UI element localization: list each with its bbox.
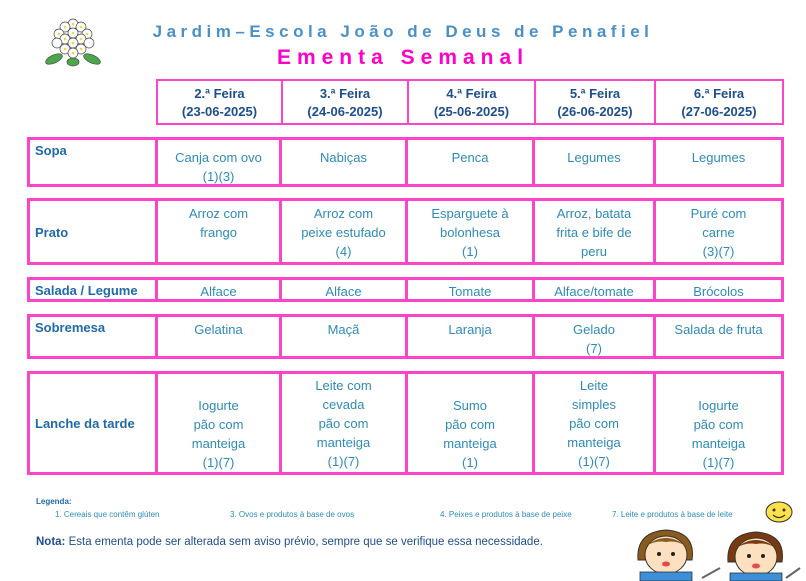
menu-cell: Iogurte pão com manteiga (1)(7) <box>158 374 282 472</box>
menu-cell: Gelatina <box>158 317 282 356</box>
day-date: (24-06-2025) <box>307 104 383 119</box>
note-text: Esta ementa pode ser alterada sem aviso prévio, sempre que se verifique essa necessidade. <box>65 536 543 548</box>
smiley-icon <box>764 500 794 524</box>
row-label: Sobremesa <box>30 317 158 356</box>
menu-row-prato <box>27 198 784 265</box>
row-label: Lanche da tarde <box>30 374 158 472</box>
day-date: (25-06-2025) <box>433 104 510 119</box>
menu-cell: Puré com carne (3)(7) <box>690 206 747 259</box>
legend-item: 3. Ovos e produtos à base de ovos <box>230 510 355 519</box>
day-name: 3.ª Feira <box>319 86 371 101</box>
day-date: (26-06-2025) <box>557 104 633 119</box>
menu-cell: Arroz, batata frita e bife de peru <box>535 201 656 262</box>
menu-cell: Alface <box>282 280 408 299</box>
menu-row-lanche <box>27 371 784 475</box>
menu-cell: Laranja <box>408 317 535 356</box>
menu-cell: Nabiças <box>282 140 408 184</box>
menu-cell: Arroz com peixe estufado (4) <box>282 201 408 262</box>
menu-row-salada <box>27 277 784 302</box>
legend-title: Legenda: <box>36 497 72 506</box>
legend-item: 1. Cereais que contêm glúten <box>55 510 160 519</box>
day-header-3 <box>409 81 536 123</box>
menu-row-sobremesa <box>27 314 784 359</box>
menu-cell: Arroz com frango <box>158 201 282 262</box>
row-label: Salada / Legume <box>30 280 158 299</box>
menu-cell: Gelado (7) <box>535 317 656 356</box>
menu-row-sopa <box>27 137 784 187</box>
row-label: Prato <box>30 201 158 262</box>
footer-note <box>36 536 543 548</box>
day-date: (23-06-2025) <box>181 104 258 119</box>
menu-cell: Brócolos <box>693 284 744 299</box>
menu-cell: Alface/tomate <box>535 280 656 299</box>
menu-cell: Iogurte pão com manteiga (1)(7) <box>691 398 746 470</box>
day-name: 5.ª Feira <box>569 86 621 101</box>
menu-cell: Canja com ovo (1)(3) <box>158 140 282 184</box>
menu-cell: Legumes <box>691 150 746 165</box>
legend-item: 4. Peixes e produtos à base de peixe <box>440 510 572 519</box>
menu-cell: Salada de fruta <box>674 322 763 337</box>
legend-item: 7. Leite e produtos à base de leite <box>612 510 733 519</box>
day-name: 2.ª Feira <box>194 86 245 101</box>
menu-cell: Maçã <box>282 317 408 356</box>
day-date: (27-06-2025) <box>681 104 757 119</box>
menu-cell: Alface <box>158 280 282 299</box>
day-header-4 <box>536 81 656 123</box>
menu-cell: Penca <box>408 140 535 184</box>
menu-cell: Leite com cevada pão com manteiga (1)(7) <box>282 374 408 472</box>
day-header-2 <box>283 81 409 123</box>
note-label: Nota: <box>36 536 66 548</box>
menu-cell: Legumes <box>535 140 656 184</box>
row-label: Sopa <box>30 140 158 184</box>
menu-cell: Tomate <box>408 280 535 299</box>
children-eating-illustration <box>630 522 806 581</box>
day-header-5 <box>656 81 782 123</box>
menu-cell: Sumo pão com manteiga (1) <box>408 374 535 472</box>
day-header-1 <box>158 81 283 123</box>
days-header <box>156 79 784 125</box>
page-title: Ementa Semanal <box>276 46 530 69</box>
day-name: 6.ª Feira <box>693 86 745 101</box>
menu-cell: Leite simples pão com manteiga (1)(7) <box>535 374 656 472</box>
school-name: Jardim–Escola João de Deus de Penafiel <box>152 22 654 41</box>
menu-cell: Esparguete à bolonhesa (1) <box>408 201 535 262</box>
day-name: 4.ª Feira <box>446 86 497 101</box>
